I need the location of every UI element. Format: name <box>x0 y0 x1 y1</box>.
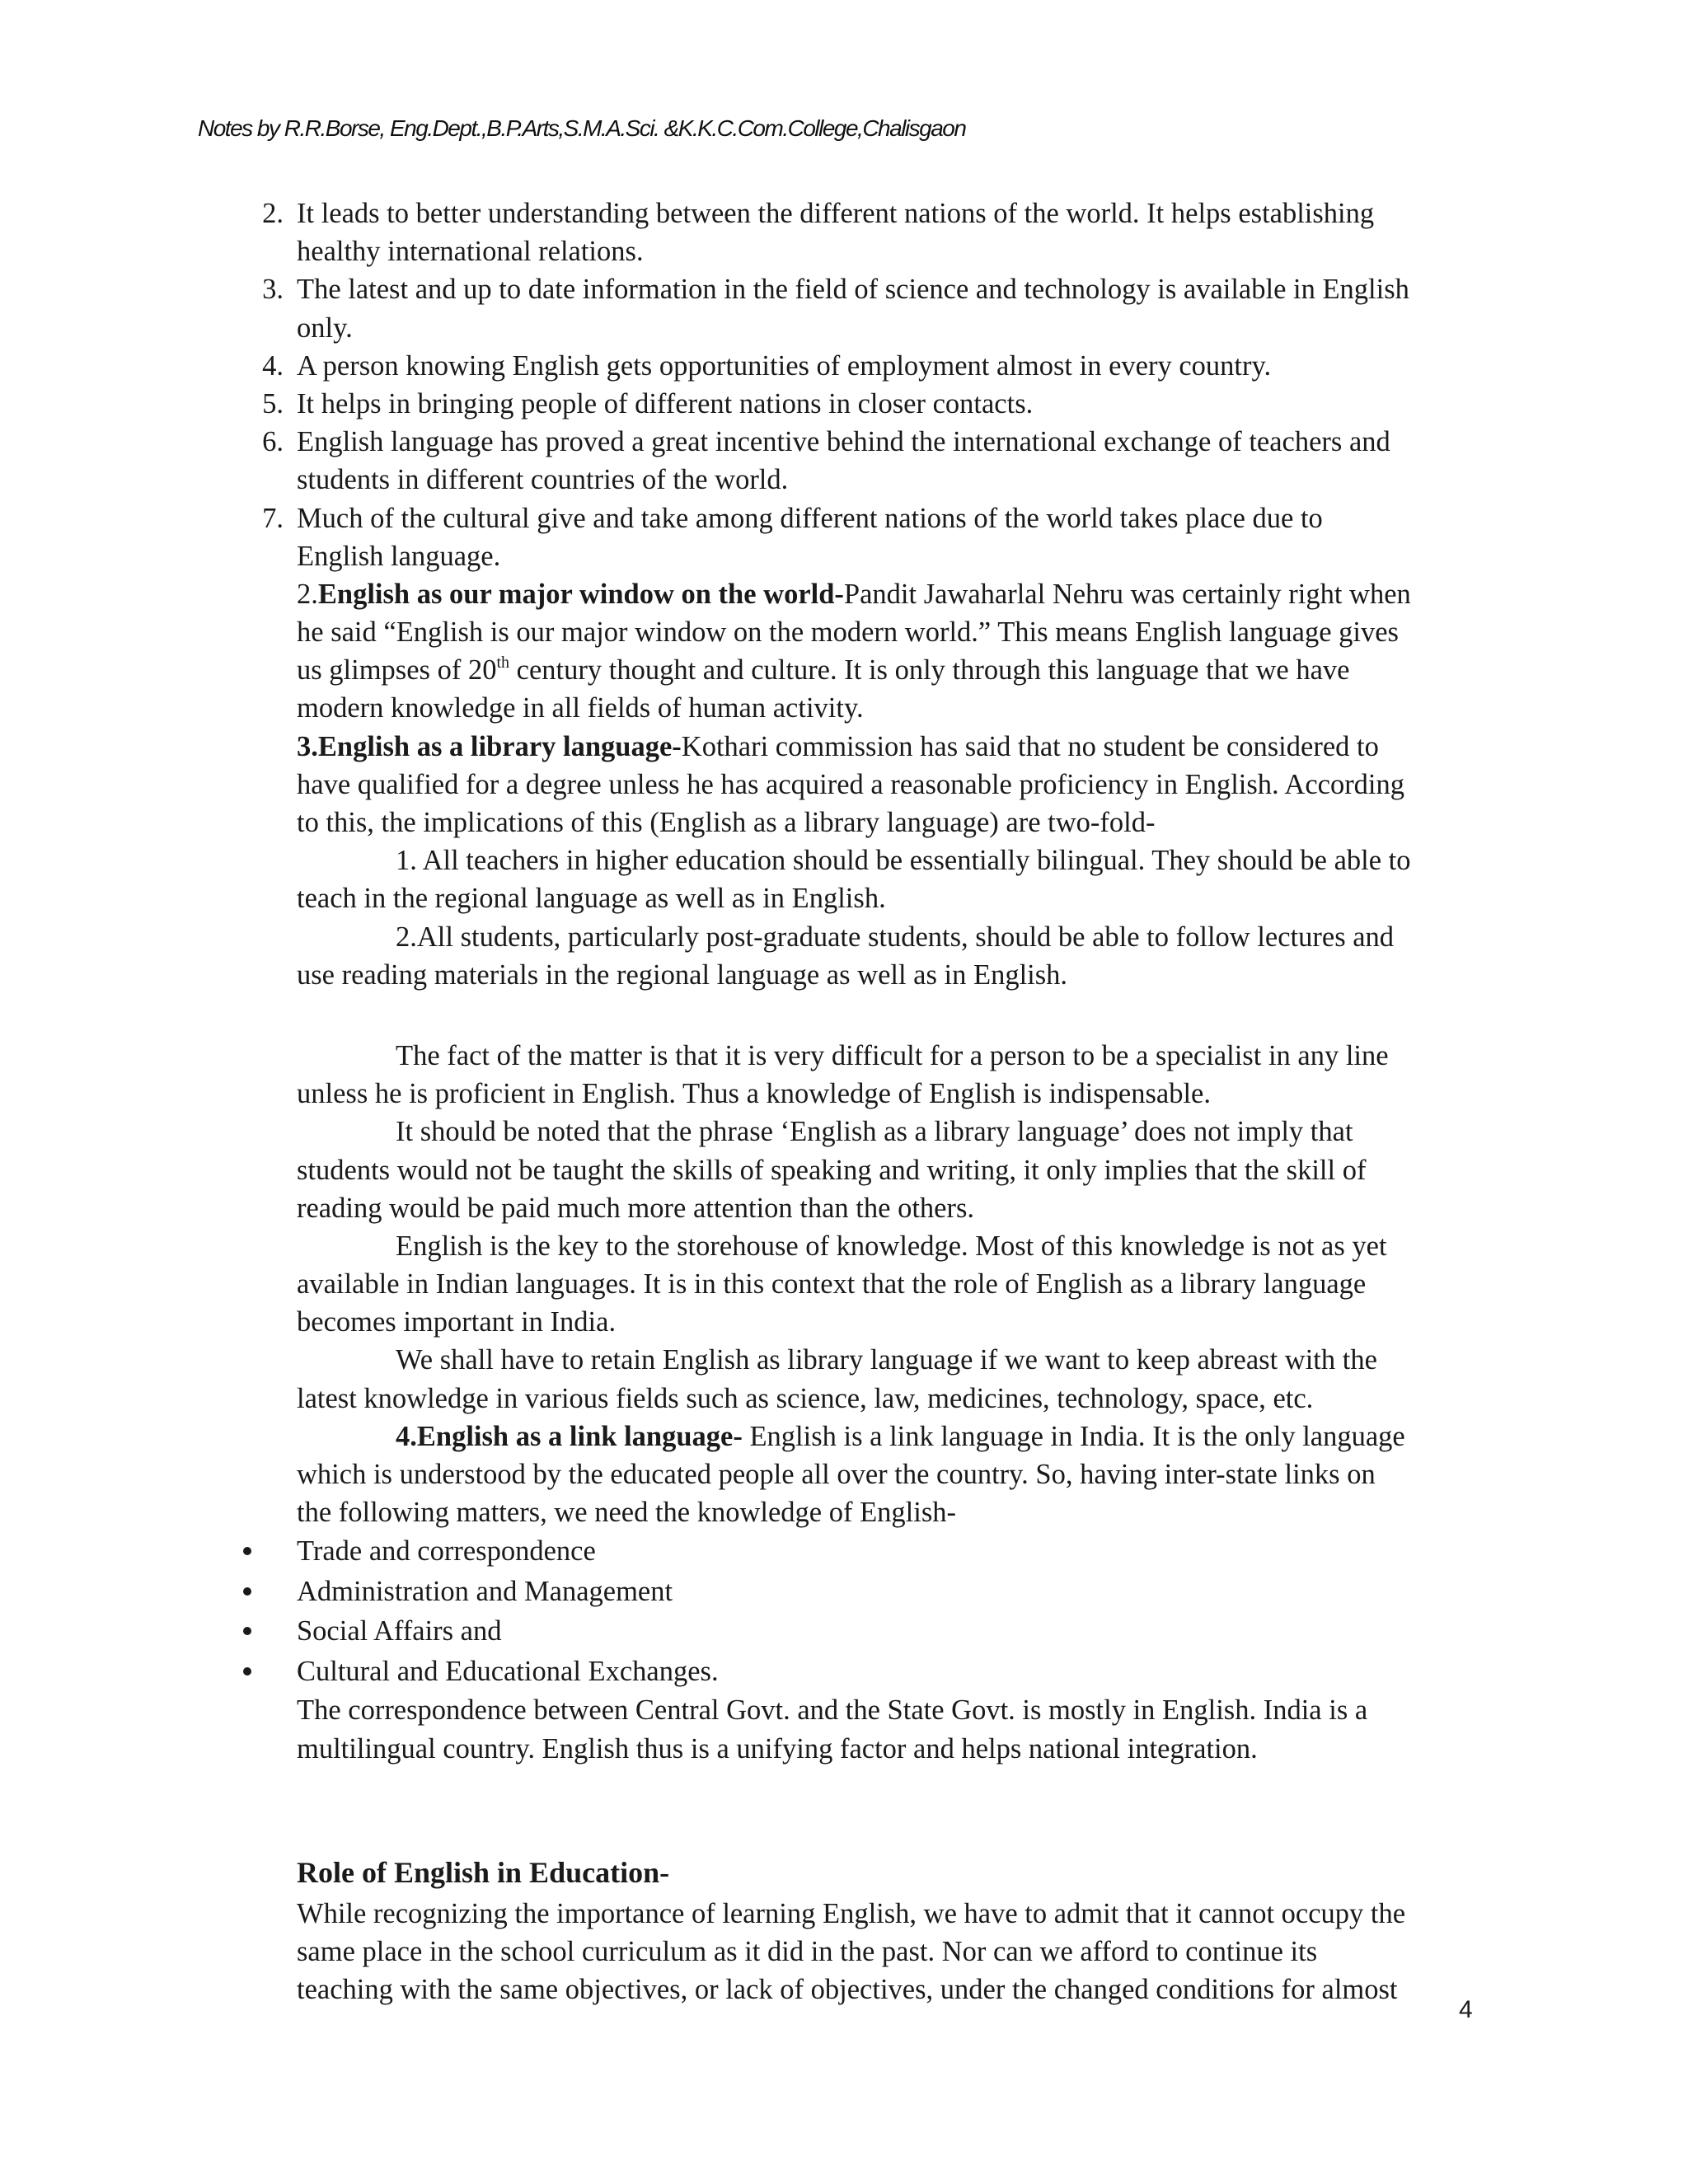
list-item-line: The latest and up to date information in the field of science and technology is available in English <box>297 274 1409 306</box>
paragraph-line: reading would be paid much more attention than the others. <box>297 1192 975 1224</box>
section-library-language <box>297 728 1490 994</box>
section-line: teaching with the same objectives, or lack of objectives, under the changed conditions for almost <box>297 1974 1398 2006</box>
bullet-text: Administration and Management <box>297 1575 673 1607</box>
section-line: he said “English is our major window on the modern world.” This means English language gives <box>297 616 1399 649</box>
paragraph-line: available in Indian languages. It is in this context that the role of English as a library language <box>297 1268 1367 1301</box>
list-number: 2. <box>262 198 284 229</box>
section-line <box>297 575 1490 613</box>
list-item <box>262 423 1490 499</box>
list-item-line: English language. <box>297 540 501 572</box>
bullet-text: Cultural and Educational Exchanges. <box>297 1655 719 1687</box>
numbered-list <box>262 194 1490 575</box>
bullet-icon <box>243 1587 251 1596</box>
section-line <box>297 1418 1490 1455</box>
list-item-line: It helps in bringing people of different nations in closer contacts. <box>297 387 1034 419</box>
paragraph-line: We shall have to retain English as library language if we want to keep abreast with the <box>396 1344 1377 1376</box>
list-item-line: healthy international relations. <box>297 236 644 268</box>
section-title: 4.English as a link language- <box>396 1420 743 1452</box>
bullet-item <box>297 1531 1490 1572</box>
paragraph-group <box>297 1037 1490 1418</box>
spacer <box>297 994 1490 1037</box>
bullet-item <box>297 1572 1490 1612</box>
section-title: English as our major window on the world- <box>317 578 844 610</box>
bullet-text: Social Affairs and <box>297 1615 502 1647</box>
page-number: 4 <box>1459 1996 1473 2023</box>
list-item-line: students in different countries of the world. <box>297 464 789 496</box>
list-item <box>262 270 1490 346</box>
section-line: same place in the school curriculum as it did in the past. Nor can we afford to continue its <box>297 1935 1318 1967</box>
list-number: 3. <box>262 274 284 306</box>
paragraph-line: unless he is proficient in English. Thus a knowledge of English is indispensable. <box>297 1078 1211 1110</box>
list-item-line: English language has proved a great incentive behind the international exchange of teachers and <box>297 426 1390 458</box>
section-line <box>297 651 1490 689</box>
section-line: The correspondence between Central Govt. and the State Govt. is mostly in English. India is a <box>297 1694 1368 1727</box>
section-line: modern knowledge in all fields of human activity. <box>297 692 864 724</box>
paragraph-line: The fact of the matter is that it is very difficult for a person to be a specialist in any line <box>396 1039 1389 1071</box>
section-text: us glimpses of 20 <box>297 654 497 687</box>
list-number: 5. <box>262 387 284 419</box>
section-line: use reading materials in the regional language as well as in English. <box>297 958 1068 991</box>
section-text: English is a link language in India. It is the only language <box>742 1420 1405 1452</box>
section-line: the following matters, we need the knowledge of English- <box>297 1497 957 1529</box>
bullet-list <box>297 1531 1490 1691</box>
bullet-icon <box>243 1547 251 1555</box>
section-line: teach in the regional language as well as in English. <box>297 883 886 915</box>
bullet-item <box>297 1652 1490 1692</box>
spacer <box>297 1768 1490 1850</box>
list-item <box>262 347 1490 385</box>
section-text: Pandit Jawaharlal Nehru was certainly right when <box>843 578 1411 610</box>
paragraph-line: It should be noted that the phrase ‘English as a library language’ does not imply that <box>396 1116 1353 1148</box>
section-prefix: 2. <box>297 578 318 610</box>
section-role-in-education <box>297 1850 1490 2009</box>
paragraph-line: English is the key to the storehouse of knowledge. Most of this knowledge is not as yet <box>396 1230 1387 1262</box>
paragraph-line: latest knowledge in various fields such as science, law, medicines, technology, space, etc. <box>297 1382 1314 1414</box>
superscript: th <box>496 654 510 673</box>
page-header: Notes by R.R.Borse, Eng.Dept.,B.P.Arts,S.M.A.Sci. &K.K.C.Com.College,Chalisgaon <box>198 115 966 141</box>
list-number: 7. <box>262 502 284 534</box>
paragraph-line: students would not be taught the skills of speaking and writing, it only implies that the skill of <box>297 1154 1367 1186</box>
bullet-text: Trade and correspondence <box>297 1535 596 1568</box>
section-window-on-world <box>297 575 1490 728</box>
list-item-line: It leads to better understanding between the different nations of the world. It helps establishing <box>297 198 1375 229</box>
list-number: 4. <box>262 349 284 382</box>
list-item <box>262 499 1490 575</box>
section-line <box>297 728 1490 766</box>
section-text: Kothari commission has said that no student be considered to <box>681 730 1379 762</box>
list-number: 6. <box>262 426 284 458</box>
section-text: century thought and culture. It is only through this language that we have <box>509 654 1350 687</box>
list-item-line: Much of the cultural give and take among different nations of the world takes place due to <box>297 502 1323 534</box>
bullet-item <box>297 1611 1490 1652</box>
bullet-icon <box>243 1627 251 1635</box>
list-item <box>262 385 1490 423</box>
list-item <box>262 194 1490 270</box>
section-line: multilingual country. English thus is a unifying factor and helps national integration. <box>297 1732 1258 1765</box>
section-line: have qualified for a degree unless he has acquired a reasonable proficiency in English. According <box>297 768 1405 800</box>
section-line: to this, the implications of this (English as a library language) are two-fold- <box>297 807 1156 838</box>
section-line: 2.All students, particularly post-graduate students, should be able to follow lectures and <box>396 921 1395 953</box>
section-line: 1. All teachers in higher education should be essentially bilingual. They should be able to <box>396 845 1411 877</box>
paragraph-line: becomes important in India. <box>297 1306 617 1338</box>
page-body <box>262 194 1490 2008</box>
section-line: which is understood by the educated people all over the country. So, having inter-state links on <box>297 1459 1376 1490</box>
section-heading: Role of English in Education- <box>297 1855 670 1889</box>
section-link-language <box>297 1418 1490 1768</box>
section-line: While recognizing the importance of learning English, we have to admit that it cannot occupy the <box>297 1897 1406 1929</box>
section-title: 3.English as a library language- <box>297 730 682 762</box>
list-item-line: only. <box>297 312 353 344</box>
list-item-line: A person knowing English gets opportunities of employment almost in every country. <box>297 349 1272 382</box>
bullet-icon <box>243 1667 251 1675</box>
